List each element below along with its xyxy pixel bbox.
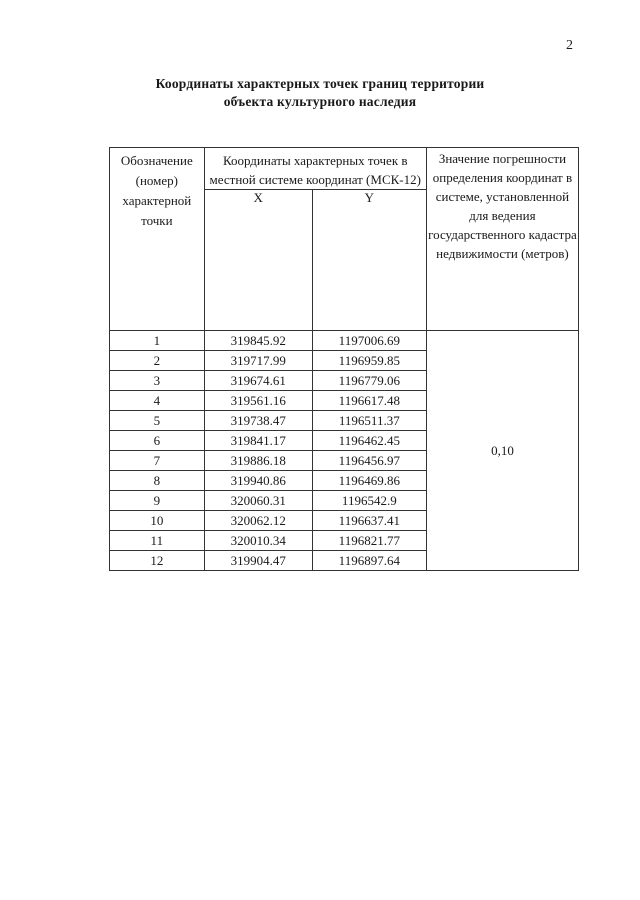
header-x [204, 190, 312, 331]
point-number-cell: 11 [110, 531, 205, 551]
point-number-cell: 3 [110, 371, 205, 391]
title-line-1: Координаты характерных точек границ территории [155, 76, 485, 91]
table-row [110, 331, 579, 351]
header-point-designation: Обозначение (номер) характерной точки [110, 148, 205, 331]
title-line-2: объекта культурного наследия [223, 94, 417, 109]
point-number-cell: 10 [110, 511, 205, 531]
y-coordinate-cell: 1196897.64 [312, 551, 426, 571]
header-accuracy: Значение погрешности определения координат в системе, установленной для ведения государственного кадастра недвижимости (метров) [426, 148, 578, 331]
point-number-cell: 7 [110, 451, 205, 471]
x-coordinate-cell: 319904.47 [204, 551, 312, 571]
y-coordinate-cell: 1196462.45 [312, 431, 426, 451]
coordinates-table [109, 147, 579, 571]
point-number-cell: 9 [110, 491, 205, 511]
y-coordinate-cell: 1196779.06 [312, 371, 426, 391]
header-coordinates: Координаты характерных точек в местной системе координат (МСК-12) [204, 148, 426, 190]
x-coordinate-cell: 319886.18 [204, 451, 312, 471]
table-header-row [110, 148, 579, 190]
y-coordinate-cell: 1196511.37 [312, 411, 426, 431]
y-coordinate-cell: 1197006.69 [312, 331, 426, 351]
header-y-label: Y [364, 190, 374, 205]
point-number-cell: 8 [110, 471, 205, 491]
x-coordinate-cell: 319845.92 [204, 331, 312, 351]
point-number-cell: 5 [110, 411, 205, 431]
point-number-cell: 4 [110, 391, 205, 411]
x-coordinate-cell: 319674.61 [204, 371, 312, 391]
point-number-cell: 1 [110, 331, 205, 351]
x-coordinate-cell: 319717.99 [204, 351, 312, 371]
y-coordinate-cell: 1196617.48 [312, 391, 426, 411]
point-number-cell: 6 [110, 431, 205, 451]
x-coordinate-cell: 319940.86 [204, 471, 312, 491]
point-number-cell: 12 [110, 551, 205, 571]
x-coordinate-cell: 320062.12 [204, 511, 312, 531]
x-coordinate-cell: 319841.17 [204, 431, 312, 451]
y-coordinate-cell: 1196821.77 [312, 531, 426, 551]
y-coordinate-cell: 1196542.9 [312, 491, 426, 511]
accuracy-value-cell: 0,10 [426, 331, 578, 571]
page-number: 2 [566, 38, 573, 53]
x-coordinate-cell: 320010.34 [204, 531, 312, 551]
y-coordinate-cell: 1196456.97 [312, 451, 426, 471]
x-coordinate-cell: 320060.31 [204, 491, 312, 511]
x-coordinate-cell: 319738.47 [204, 411, 312, 431]
header-x-label: X [253, 190, 263, 205]
x-coordinate-cell: 319561.16 [204, 391, 312, 411]
page-title [0, 75, 640, 111]
y-coordinate-cell: 1196637.41 [312, 511, 426, 531]
point-number-cell: 2 [110, 351, 205, 371]
y-coordinate-cell: 1196469.86 [312, 471, 426, 491]
y-coordinate-cell: 1196959.85 [312, 351, 426, 371]
header-y [312, 190, 426, 331]
